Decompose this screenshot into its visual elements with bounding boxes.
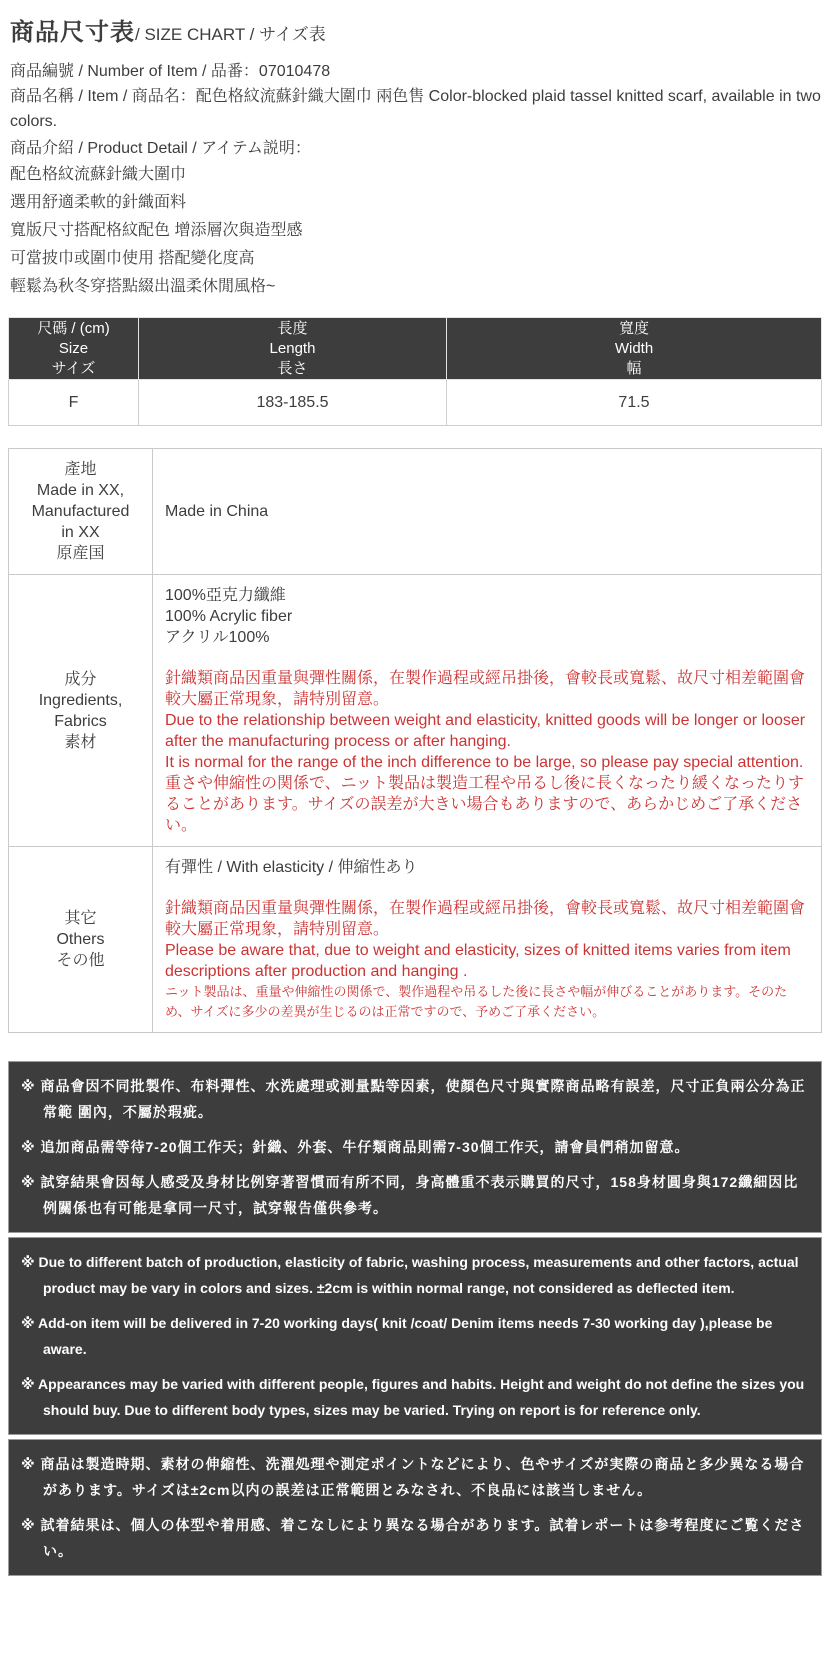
note-item: ※ 試着結果は、個人の体型や着用感、着こなしにより異なる場合があります。試着レポートは参考程度にご覧ください。 [21, 1517, 805, 1559]
composition-line: アクリル100% [165, 629, 270, 646]
origin-value: Made in China [153, 449, 822, 575]
width-value: 71.5 [447, 380, 822, 426]
notes-section [8, 1061, 822, 1576]
material-notice-en-2: It is normal for the range of the inch difference to be large, so please pay special attention. [165, 754, 804, 771]
product-detail-line: 可當披巾或圍巾使用 搭配變化度高 [10, 250, 255, 267]
size-table-header-length: 長度 Length 長さ [139, 318, 447, 380]
material-notice-jp: 重さや伸縮性の関係で、ニット製品は製造工程や吊るし後に長くなったり緩くなったりすることがあります。サイズの誤差が大きい場合もありますので、あらかじめご了承ください。 [165, 775, 805, 834]
origin-row [9, 449, 822, 575]
notes-japanese [8, 1439, 822, 1576]
size-table-row [9, 380, 822, 426]
material-row [9, 575, 822, 847]
note-item: ※ 試穿結果會因每人感受及身材比例穿著習慣而有所不同，身高體重不表示購買的尺寸，158身材圓身與172纖細因比例關係也有可能是拿同一尺寸，試穿報告僅供參考。 [21, 1174, 799, 1216]
others-label: 其它 Others その他 [9, 847, 153, 1033]
others-notice-en: Please be aware that, due to weight and elasticity, sizes of knitted items varies from item descriptions after production and hanging . [165, 942, 791, 980]
page-title [10, 12, 822, 47]
notes-chinese [8, 1061, 822, 1233]
size-table-header-width: 寬度 Width 幅 [447, 318, 822, 380]
product-detail-table [8, 448, 822, 1033]
page-title-sub: / SIZE CHART / サイズ表 [135, 25, 326, 44]
note-item: ※ 商品會因不同批製作、布料彈性、水洗處理或測量點等因素，使顏色尺寸與實際商品略有誤差，尺寸正負兩公分為正常範 圍內，不屬於瑕疵。 [21, 1078, 806, 1120]
material-value [153, 575, 822, 847]
size-table-header-row [9, 318, 822, 380]
product-detail-line: 輕鬆為秋冬穿搭點綴出溫柔休閒風格~ [10, 278, 276, 295]
item-number: 商品編號 / Number of Item / 品番：07010478 [10, 63, 331, 80]
page-header [8, 12, 822, 301]
size-value-f: F [9, 380, 139, 426]
product-detail-line: 配色格紋流蘇針織大圍巾 [10, 166, 187, 183]
spacer [165, 648, 809, 668]
composition-line: 100% Acrylic fiber [165, 608, 293, 625]
page-title-main: 商品尺寸表 [10, 19, 135, 46]
length-value: 183-185.5 [139, 380, 447, 426]
material-notice-zh: 針織類商品因重量與彈性關係，在製作過程或經吊掛後，會較長或寬鬆、故尺寸相差範圍會較大屬正常現象，請特別留意。 [165, 670, 806, 708]
notes-english [8, 1237, 822, 1435]
size-table [8, 317, 822, 426]
material-notice-en-1: Due to the relationship between weight and elasticity, knitted goods will be longer or looser after the manufacturing process or after hanging. [165, 712, 806, 750]
others-value [153, 847, 822, 1033]
product-detail-line: 選用舒適柔軟的針織面料 [10, 194, 187, 211]
others-notice-jp: ニット製品は、重量や伸縮性の関係で、製作過程や吊るした後に長さや幅が伸びることがあります。そのため、サイズに多少の差異が生じるのは正常ですので、予めご了承ください。 [165, 984, 788, 1019]
item-name: 商品名稱 / Item / 商品名：配色格紋流蘇針織大圍巾 兩色售 Color-blocked plaid tassel knitted scarf, available in two colors. [10, 88, 821, 130]
note-item: ※ Add-on item will be delivered in 7-20 working days( knit /coat/ Denim items needs 7-30 working day ),please be aware. [21, 1315, 773, 1357]
note-item: ※ Due to different batch of production, elasticity of fabric, washing process, measurements and other factors, actual product may be vary in colors and sizes. ±2cm is within normal range, not considered as deflected item. [21, 1254, 799, 1296]
elasticity-line: 有彈性 / With elasticity / 伸縮性あり [165, 859, 418, 876]
others-notice-zh: 針織類商品因重量與彈性關係，在製作過程或經吊掛後，會較長或寬鬆、故尺寸相差範圍會較大屬正常現象，請特別留意。 [165, 900, 806, 938]
product-detail-line: 寬版尺寸搭配格紋配色 增添層次與造型感 [10, 222, 303, 239]
note-item: ※ 商品は製造時期、素材の伸縮性、洗濯処理や測定ポイントなどにより、色やサイズが実際の商品と多少異なる場合があります。サイズは±2cm以内の誤差は正常範囲とみなされ、不良品には該当しません。 [21, 1456, 805, 1498]
size-table-header-size: 尺碼 / (cm) Size サイズ [9, 318, 139, 380]
others-row [9, 847, 822, 1033]
spacer [165, 878, 809, 898]
note-item: ※ Appearances may be varied with different people, figures and habits. Height and weight do not define the sizes you should buy. Due to different body types, sizes may be varied. Trying on report is for reference only. [21, 1376, 805, 1418]
composition-line: 100%亞克力纖維 [165, 587, 286, 604]
product-detail-label: 商品介紹 / Product Detail / アイテム説明： [10, 140, 311, 157]
material-label: 成分 Ingredients, Fabrics 素材 [9, 575, 153, 847]
note-item: ※ 追加商品需等待7-20個工作天；針織、外套、牛仔類商品則需7-30個工作天，請會員們稍加留意。 [21, 1139, 690, 1155]
origin-label: 產地 Made in XX, Manufactured in XX 原産国 [9, 449, 153, 575]
